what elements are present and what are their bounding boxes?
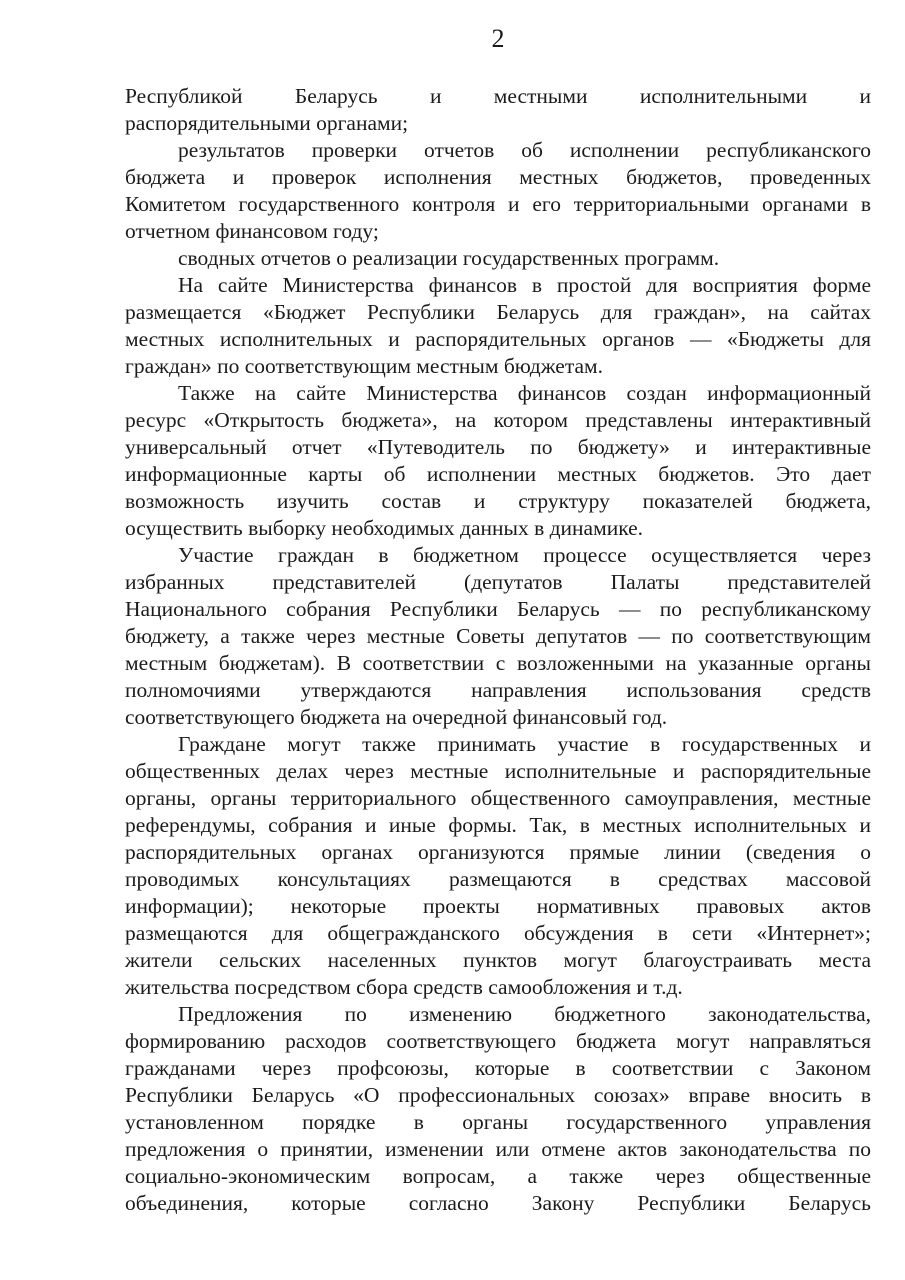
- text-line: соответствующего бюджета на очередной финансовый год.: [125, 705, 668, 729]
- text-line: Комитетом государственного контроля и его территориальными органами в: [125, 192, 871, 216]
- text-line: полномочиями утверждаются направления использования средств: [125, 678, 871, 702]
- text-line: результатов проверки отчетов об исполнении республиканского: [178, 138, 871, 162]
- text-line: ресурс «Открытость бюджета», на котором представлены интерактивный: [125, 408, 871, 432]
- text-line: местным бюджетам). В соответствии с возложенными на указанные органы: [125, 651, 871, 675]
- paragraph: [125, 83, 871, 137]
- text-line: сводных отчетов о реализации государственных программ.: [178, 246, 720, 270]
- paragraph: [125, 137, 871, 245]
- text-line: граждан» по соответствующим местным бюджетам.: [125, 354, 603, 378]
- text-line: осуществить выборку необходимых данных в динамике.: [125, 516, 644, 540]
- text-line: информационные карты об исполнении местных бюджетов. Это дает: [125, 462, 871, 486]
- text-line: проводимых консультациях размещаются в средствах массовой: [125, 867, 871, 891]
- page-number: 2: [491, 24, 505, 53]
- text-line: избранных представителей (депутатов Палаты представителей: [125, 570, 871, 594]
- text-line: универсальный отчет «Путеводитель по бюджету» и интерактивные: [125, 435, 871, 459]
- text-line: Граждане могут также принимать участие в государственных и: [178, 732, 871, 756]
- text-line: местных исполнительных и распорядительных органов — «Бюджеты для: [125, 327, 871, 351]
- paragraph: [125, 542, 871, 731]
- paragraph: [125, 731, 871, 1001]
- text-line: референдумы, собрания и иные формы. Так, в местных исполнительных и: [125, 813, 871, 837]
- paragraph: [125, 1001, 871, 1217]
- paragraph: [125, 245, 871, 272]
- text-line: размещается «Бюджет Республики Беларусь для граждан», на сайтах: [125, 300, 871, 324]
- text-line: возможность изучить состав и структуру показателей бюджета,: [125, 489, 871, 513]
- text-line: Республикой Беларусь и местными исполнительными и: [125, 84, 871, 108]
- text-line: жительства посредством сбора средств самообложения и т.д.: [125, 975, 683, 999]
- text-line: социально-экономическим вопросам, а также через общественные: [125, 1164, 871, 1188]
- text-line: Республики Беларусь «О профессиональных союзах» вправе вносить в: [125, 1083, 871, 1107]
- text-line: распорядительными органами;: [125, 111, 409, 135]
- text-line: информации); некоторые проекты нормативных правовых актов: [125, 894, 871, 918]
- text-line: органы, органы территориального общественного самоуправления, местные: [125, 786, 871, 810]
- text-line: объединения, которые согласно Закону Республики Беларусь: [125, 1191, 871, 1215]
- text-line: гражданами через профсоюзы, которые в соответствии с Законом: [125, 1056, 871, 1080]
- text-line: бюджету, а также через местные Советы депутатов — по соответствующим: [125, 624, 871, 648]
- text-line: На сайте Министерства финансов в простой для восприятия форме: [178, 273, 871, 297]
- text-line: предложения о принятии, изменении или отмене актов законодательства по: [125, 1137, 871, 1161]
- text-line: общественных делах через местные исполнительные и распорядительные: [125, 759, 871, 783]
- paragraph: [125, 380, 871, 542]
- text-line: жители сельских населенных пунктов могут благоустраивать места: [125, 948, 871, 972]
- text-line: размещаются для общегражданского обсуждения в сети «Интернет»;: [125, 921, 871, 945]
- text-line: Национального собрания Республики Беларусь — по республиканскому: [125, 597, 871, 621]
- text-line: отчетном финансовом году;: [125, 219, 379, 243]
- text-line: Предложения по изменению бюджетного законодательства,: [178, 1002, 871, 1026]
- paragraph: [125, 272, 871, 380]
- text-line: распорядительных органах организуются прямые линии (сведения о: [125, 840, 871, 864]
- text-line: бюджета и проверок исполнения местных бюджетов, проведенных: [125, 165, 871, 189]
- text-line: Участие граждан в бюджетном процессе осуществляется через: [178, 543, 871, 567]
- document-body: [125, 83, 871, 1217]
- text-line: формированию расходов соответствующего бюджета могут направляться: [125, 1029, 871, 1053]
- text-line: установленном порядке в органы государственного управления: [125, 1110, 871, 1134]
- text-line: Также на сайте Министерства финансов создан информационный: [178, 381, 871, 405]
